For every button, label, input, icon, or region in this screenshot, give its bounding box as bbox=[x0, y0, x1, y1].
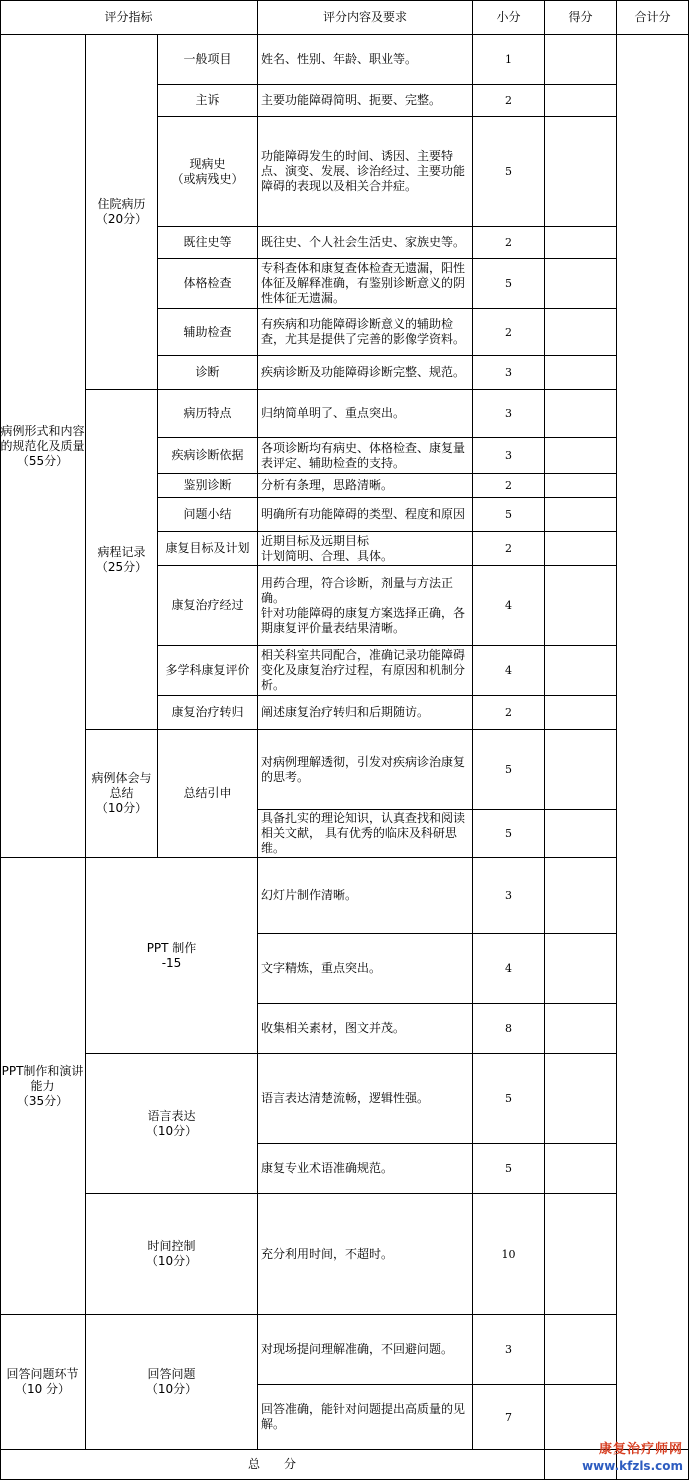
criteria-row-content bbox=[258, 646, 473, 696]
section-qa-text: 回答问题环节 （10 分） bbox=[6, 1367, 79, 1396]
section-qa bbox=[0, 1315, 86, 1450]
criteria-row-content-text: 幻灯片制作清晰。 bbox=[261, 888, 358, 902]
group-time bbox=[86, 1194, 258, 1315]
item-physical-text: 体格检查 bbox=[183, 276, 232, 290]
criteria-row-score bbox=[473, 438, 545, 474]
criteria-row-score bbox=[473, 35, 545, 85]
criteria-row-score-text: 4 bbox=[505, 599, 512, 612]
criteria-row-got-score bbox=[545, 309, 617, 356]
criteria-row-content bbox=[258, 696, 473, 730]
criteria-row-got-score bbox=[545, 35, 617, 85]
item-problems-text: 问题小结 bbox=[183, 507, 232, 521]
criteria-row-score bbox=[473, 730, 545, 810]
criteria-row-content-text: 充分利用时间，不超时。 bbox=[261, 1246, 394, 1261]
criteria-row-got-score bbox=[545, 85, 617, 117]
criteria-row-got-score bbox=[545, 474, 617, 498]
header-total-text: 合计分 bbox=[634, 9, 671, 24]
criteria-row-content-text: 对现场提问理解准确，不回避问题。 bbox=[261, 1342, 454, 1356]
criteria-row-content-text: 有疾病和功能障碍诊断意义的辅助检查，尤其是提供了完善的影像学资料。 bbox=[261, 317, 466, 346]
group-answer bbox=[86, 1315, 258, 1450]
criteria-row-content-text: 语言表达清楚流畅，逻辑性强。 bbox=[261, 1091, 430, 1105]
criteria-row-got-score bbox=[545, 1385, 617, 1450]
criteria-row-content-text: 近期目标及远期目标 计划简明、合理、具体。 bbox=[261, 533, 394, 563]
group-course bbox=[86, 390, 158, 730]
criteria-row-got-score bbox=[545, 810, 617, 858]
site-watermark bbox=[582, 1442, 683, 1474]
group-answer-text: 回答问题 （10分） bbox=[145, 1367, 198, 1396]
criteria-row-content-text: 分析有条理，思路清晰。 bbox=[261, 478, 394, 492]
item-present bbox=[158, 117, 258, 227]
criteria-row-content-text: 功能障碍发生的时间、诱因、主要特点、演变、发展、诊治经过、主要功能障碍的表现以及相关合并症。 bbox=[261, 149, 466, 193]
criteria-row-content bbox=[258, 532, 473, 566]
criteria-row-score bbox=[473, 85, 545, 117]
footer-total-label bbox=[0, 1450, 545, 1480]
item-past-text: 既往史等 bbox=[183, 235, 232, 249]
criteria-row-score-text: 5 bbox=[505, 1092, 512, 1105]
criteria-row-got-score bbox=[545, 730, 617, 810]
criteria-row-score bbox=[473, 259, 545, 309]
criteria-row-score-text: 5 bbox=[505, 277, 512, 290]
criteria-row-score-text: 1 bbox=[505, 53, 512, 66]
criteria-row-got-score bbox=[545, 390, 617, 438]
criteria-row-got-score bbox=[545, 227, 617, 259]
item-diagnosis-text: 诊断 bbox=[195, 365, 220, 379]
criteria-row-score bbox=[473, 390, 545, 438]
footer-total-label-text: 总 分 bbox=[247, 1457, 296, 1471]
criteria-row-content-text: 既往史、个人社会生活史、家族史等。 bbox=[261, 235, 466, 249]
criteria-row-content-text: 对病例理解透彻，引发对疾病诊治康复的思考。 bbox=[261, 754, 466, 784]
criteria-row-score bbox=[473, 934, 545, 1004]
item-multi-text: 多学科康复评价 bbox=[165, 663, 250, 677]
criteria-row-score-text: 3 bbox=[505, 366, 512, 379]
item-differential bbox=[158, 474, 258, 498]
item-basis-text: 疾病诊断依据 bbox=[171, 448, 244, 462]
header-total bbox=[617, 0, 689, 35]
criteria-row-content bbox=[258, 35, 473, 85]
criteria-row-content-text: 各项诊断均有病史、体格检查、康复量表评定、辅助检查的支持。 bbox=[261, 440, 466, 470]
criteria-row-score-text: 5 bbox=[505, 1162, 512, 1175]
criteria-row-score-text: 2 bbox=[505, 94, 512, 107]
header-got-score-text: 得分 bbox=[568, 9, 593, 24]
criteria-row-score-text: 7 bbox=[505, 1410, 512, 1424]
criteria-row-score-text: 2 bbox=[505, 542, 512, 555]
criteria-row-score bbox=[473, 1194, 545, 1315]
criteria-row-score bbox=[473, 1054, 545, 1144]
item-summary-text: 总结引申 bbox=[183, 786, 232, 800]
criteria-row-score-text: 2 bbox=[505, 236, 512, 249]
criteria-row-got-score bbox=[545, 532, 617, 566]
criteria-row-content bbox=[258, 390, 473, 438]
item-complaint bbox=[158, 85, 258, 117]
criteria-row-content-text: 相关科室共同配合，准确记录功能障碍变化及康复治疗过程，有原因和机制分析。 bbox=[261, 648, 466, 692]
section-norm-text: 病例形式和内容的规范化及质量 （55分） bbox=[0, 423, 85, 468]
criteria-row-content-text: 用药合理，符合诊断，剂量与方法正确。 针对功能障碍的康复方案选择正确，各期康复评价量表结果清晰。 bbox=[261, 575, 466, 635]
criteria-row-content-text: 文字精炼，重点突出。 bbox=[261, 961, 382, 975]
item-physical bbox=[158, 259, 258, 309]
criteria-row-got-score bbox=[545, 1004, 617, 1054]
group-language-text: 语言表达 （10分） bbox=[145, 1108, 198, 1138]
criteria-row-score-text: 4 bbox=[505, 664, 512, 677]
criteria-row-got-score bbox=[545, 696, 617, 730]
criteria-row-got-score bbox=[545, 1315, 617, 1385]
group-ppt-make-text: PPT 制作 -15 bbox=[146, 940, 197, 970]
criteria-row-score bbox=[473, 858, 545, 934]
criteria-row-content bbox=[258, 1004, 473, 1054]
criteria-row-got-score bbox=[545, 259, 617, 309]
item-summary bbox=[158, 730, 258, 858]
section-ppt bbox=[0, 858, 86, 1315]
criteria-row-score bbox=[473, 309, 545, 356]
criteria-row-content-text: 康复专业术语准确规范。 bbox=[261, 1161, 394, 1175]
item-multi bbox=[158, 646, 258, 696]
item-general-text: 一般项目 bbox=[183, 52, 232, 66]
criteria-row-score-text: 3 bbox=[505, 449, 512, 462]
criteria-row-score-text: 10 bbox=[501, 1247, 516, 1261]
criteria-row-content-text: 疾病诊断及功能障碍诊断完整、规范。 bbox=[261, 365, 466, 379]
criteria-row-got-score bbox=[545, 1144, 617, 1194]
criteria-row-score-text: 4 bbox=[505, 962, 512, 975]
criteria-row-got-score bbox=[545, 1194, 617, 1315]
criteria-row-got-score bbox=[545, 1054, 617, 1144]
criteria-row-content bbox=[258, 858, 473, 934]
criteria-row-content bbox=[258, 498, 473, 532]
criteria-row-score-text: 2 bbox=[505, 325, 512, 339]
criteria-row-content bbox=[258, 438, 473, 474]
criteria-row-content bbox=[258, 85, 473, 117]
item-features-text: 病历特点 bbox=[183, 406, 232, 420]
item-complaint-text: 主诉 bbox=[195, 93, 220, 107]
criteria-row-score-text: 5 bbox=[505, 165, 512, 178]
item-goals-text: 康复目标及计划 bbox=[165, 541, 250, 555]
criteria-row-content bbox=[258, 934, 473, 1004]
criteria-row-score-text: 2 bbox=[505, 706, 512, 719]
group-language bbox=[86, 1054, 258, 1194]
criteria-row-content-text: 收集相关素材，图文并茂。 bbox=[261, 1021, 406, 1035]
criteria-row-content-text: 阐述康复治疗转归和后期随访。 bbox=[261, 705, 430, 719]
criteria-row-score bbox=[473, 227, 545, 259]
item-features bbox=[158, 390, 258, 438]
criteria-row-got-score bbox=[545, 858, 617, 934]
criteria-row-content-text: 回答准确，能针对问题提出高质量的见解。 bbox=[261, 1402, 466, 1431]
criteria-row-score bbox=[473, 474, 545, 498]
total-score-column bbox=[617, 35, 689, 1450]
criteria-row-score bbox=[473, 1385, 545, 1450]
criteria-row-content-text: 明确所有功能障碍的类型、程度和原因 bbox=[261, 507, 466, 521]
criteria-row-got-score bbox=[545, 934, 617, 1004]
criteria-row-score bbox=[473, 1004, 545, 1054]
item-problems bbox=[158, 498, 258, 532]
item-process bbox=[158, 566, 258, 646]
criteria-row-score bbox=[473, 117, 545, 227]
criteria-row-content-text: 主要功能障碍简明、扼要、完整。 bbox=[261, 93, 442, 107]
section-ppt-text: PPT制作和演讲能力 （35分） bbox=[1, 1063, 84, 1108]
item-differential-text: 鉴别诊断 bbox=[183, 478, 232, 492]
criteria-row-score bbox=[473, 646, 545, 696]
criteria-row-content-text: 专科查体和康复查体检查无遗漏，阳性体征及解释准确，有鉴别诊断意义的阴性体征无遗漏。 bbox=[261, 261, 466, 305]
section-norm bbox=[0, 35, 86, 858]
criteria-row-content-text: 具备扎实的理论知识，认真查找和阅读相关文献， 具有优秀的临床及科研思维。 bbox=[261, 811, 466, 855]
watermark-title: 康复治疗师网 bbox=[598, 1442, 683, 1457]
criteria-row-content bbox=[258, 1385, 473, 1450]
item-present-text: 现病史 （或病残史） bbox=[171, 156, 244, 186]
group-hospital-text: 住院病历 （20分） bbox=[95, 197, 148, 226]
criteria-row-score bbox=[473, 1144, 545, 1194]
criteria-row-content bbox=[258, 810, 473, 858]
criteria-row-score-text: 5 bbox=[505, 827, 512, 840]
item-transfer-text: 康复治疗转归 bbox=[171, 705, 244, 719]
item-goals bbox=[158, 532, 258, 566]
criteria-row-content bbox=[258, 730, 473, 810]
criteria-row-got-score bbox=[545, 566, 617, 646]
criteria-row-content bbox=[258, 117, 473, 227]
criteria-row-content bbox=[258, 309, 473, 356]
group-experience-text: 病例体会与总结 （10分） bbox=[91, 771, 152, 815]
item-general bbox=[158, 35, 258, 85]
criteria-row-score-text: 3 bbox=[505, 407, 512, 420]
criteria-row-got-score bbox=[545, 356, 617, 390]
header-got-score bbox=[545, 0, 617, 35]
group-experience bbox=[86, 730, 158, 858]
criteria-row-score-text: 3 bbox=[505, 1343, 512, 1356]
header-content-text: 评分内容及要求 bbox=[322, 9, 407, 24]
item-basis bbox=[158, 438, 258, 474]
header-content bbox=[258, 0, 473, 35]
criteria-row-content bbox=[258, 259, 473, 309]
item-diagnosis bbox=[158, 356, 258, 390]
group-hospital bbox=[86, 35, 158, 390]
criteria-row-content bbox=[258, 1315, 473, 1385]
criteria-row-content bbox=[258, 566, 473, 646]
criteria-row-score bbox=[473, 532, 545, 566]
item-aux-text: 辅助检查 bbox=[183, 324, 232, 339]
watermark-url: www.kfzls.com bbox=[582, 1459, 683, 1473]
criteria-row-score-text: 2 bbox=[505, 479, 512, 492]
criteria-row-content bbox=[258, 356, 473, 390]
item-aux bbox=[158, 309, 258, 356]
item-past bbox=[158, 227, 258, 259]
criteria-row-got-score bbox=[545, 646, 617, 696]
item-transfer bbox=[158, 696, 258, 730]
criteria-row-content bbox=[258, 474, 473, 498]
header-sub-score bbox=[473, 0, 545, 35]
criteria-row-score-text: 5 bbox=[505, 508, 512, 521]
criteria-row-got-score bbox=[545, 117, 617, 227]
criteria-row-got-score bbox=[545, 498, 617, 532]
criteria-row-score bbox=[473, 566, 545, 646]
criteria-row-content bbox=[258, 1054, 473, 1144]
criteria-row-content bbox=[258, 1144, 473, 1194]
header-indicator bbox=[0, 0, 258, 35]
criteria-row-score-text: 8 bbox=[505, 1022, 512, 1035]
group-time-text: 时间控制 （10分） bbox=[145, 1239, 198, 1268]
header-indicator-text: 评分指标 bbox=[104, 9, 153, 24]
criteria-row-content bbox=[258, 1194, 473, 1315]
criteria-row-content bbox=[258, 227, 473, 259]
criteria-row-score bbox=[473, 498, 545, 532]
criteria-row-score bbox=[473, 696, 545, 730]
criteria-row-score-text: 5 bbox=[505, 763, 512, 776]
criteria-row-content-text: 归纳简单明了、重点突出。 bbox=[261, 406, 406, 420]
item-process-text: 康复治疗经过 bbox=[171, 598, 244, 612]
criteria-row-content-text: 姓名、性别、年龄、职业等。 bbox=[261, 52, 418, 66]
header-sub-score-text: 小分 bbox=[496, 9, 521, 24]
criteria-row-score bbox=[473, 356, 545, 390]
group-ppt-make bbox=[86, 858, 258, 1054]
criteria-row-got-score bbox=[545, 438, 617, 474]
group-course-text: 病程记录 （25分） bbox=[95, 544, 148, 574]
criteria-row-score bbox=[473, 1315, 545, 1385]
criteria-row-score-text: 3 bbox=[505, 889, 512, 902]
criteria-row-score bbox=[473, 810, 545, 858]
